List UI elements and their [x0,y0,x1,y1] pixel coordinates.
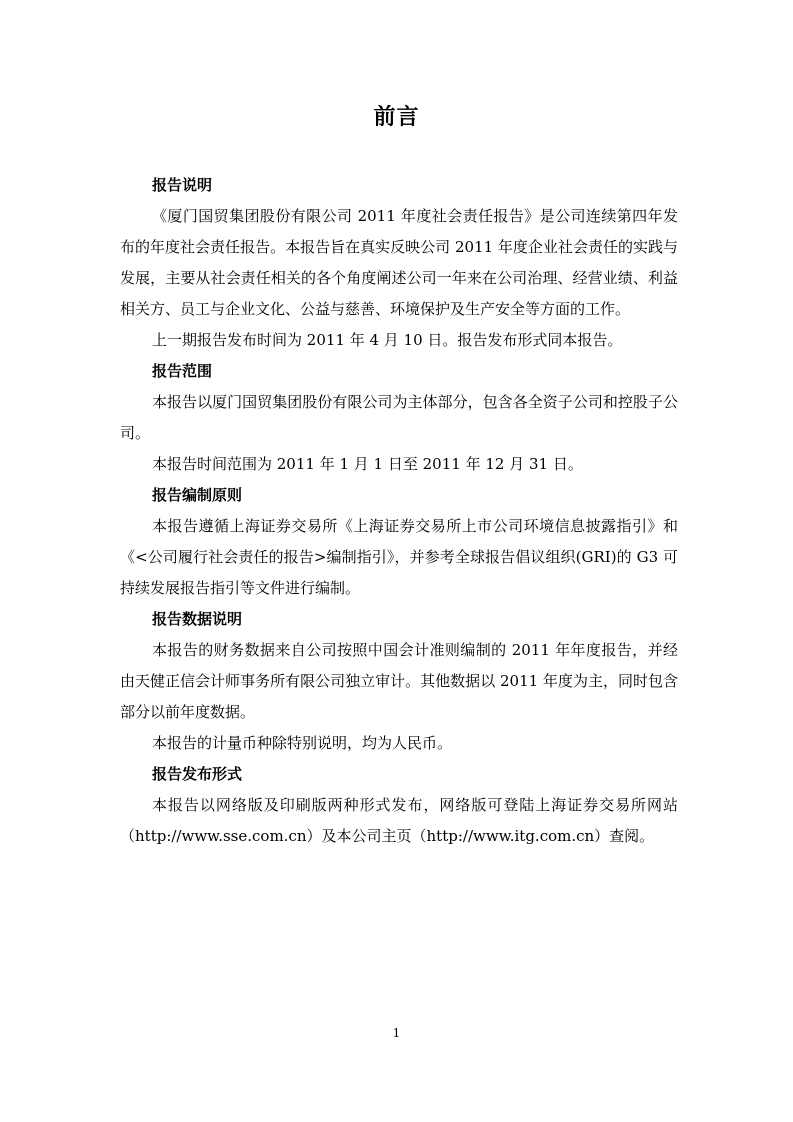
section-publication-form [120,759,678,852]
section-compilation-principles [120,480,678,604]
paragraph: 本报告遵循上海证券交易所《上海证券交易所上市公司环境信息披露指引》和《<公司履行社会责任的报告>编制指引》，并参考全球报告倡议组织(GRI)的 G3 可持续发展报告指引等文件进行编制。 [120,517,678,597]
section-data-description [120,604,678,759]
paragraph: 《厦门国贸集团股份有限公司 2011 年度社会责任报告》是公司连续第四年发布的年度社会责任报告。本报告旨在真实反映公司 2011 年度企业社会责任的实践与发展，主要从社会责任相关的各个角度阐述公司一年来在公司治理、经营业绩、利益相关方、员工与企业文化、公益与慈善、环境保护及生产安全等方面的工作。 [120,207,678,318]
paragraph: 本报告以网络版及印刷版两种形式发布，网络版可登陆上海证券交易所网站（http://www.sse.com.cn）及本公司主页（http://www.itg.com.cn）查阅。 [120,796,678,845]
paragraph: 本报告的财务数据来自公司按照中国会计准则编制的 2011 年年度报告，并经由天健正信会计师事务所有限公司独立审计。其他数据以 2011 年度为主，同时包含部分以前年度数据。 [120,641,678,721]
section-heading: 报告编制原则 [152,486,243,504]
paragraph: 本报告时间范围为 2011 年 1 月 1 日至 2011 年 12 月 31 日。 [152,455,583,473]
section-report-scope [120,356,678,480]
page-number: 1 [392,1026,401,1040]
section-heading: 报告数据说明 [152,610,243,628]
section-heading: 报告范围 [152,362,213,380]
paragraph: 上一期报告发布时间为 2011 年 4 月 10 日。报告发布形式同本报告。 [152,331,623,349]
paragraph: 本报告的计量币种除特别说明，均为人民币。 [152,734,453,752]
section-heading: 报告发布形式 [152,765,243,783]
page-title: 前言 [373,104,420,130]
section-report-description [120,170,678,356]
paragraph: 本报告以厦门国贸集团股份有限公司为主体部分，包含各全资子公司和控股子公司。 [120,393,678,442]
document-body [120,170,678,852]
section-heading: 报告说明 [152,176,213,194]
